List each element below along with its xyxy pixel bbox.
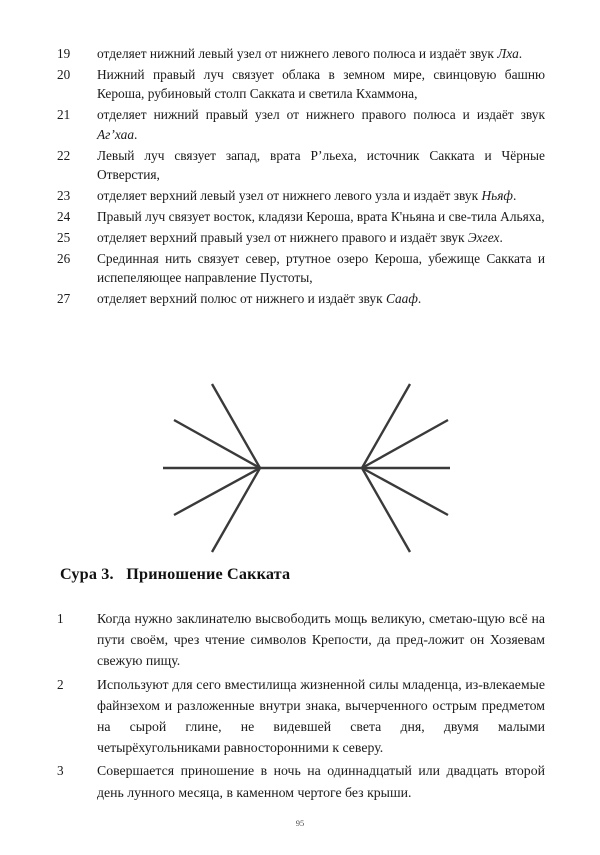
- verse-text-run: Нижний правый луч связует облака в земном мире, свинцовую башню Кероша, рубиновый столп Сакката и светила Кхаммона,: [97, 66, 545, 102]
- verse-body: [97, 674, 545, 759]
- verse-italic-term: Лха: [497, 46, 519, 61]
- verse-body: [97, 44, 545, 63]
- verse-text-run: Совершается приношение в ночь на одиннадцатый или двадцать второй день лунного месяца, в каменном чертоге без крыши.: [97, 763, 545, 800]
- verse-row: [57, 207, 545, 226]
- verse-text-run: Когда нужно заклинателю высвободить мощь великую, сметаю-щую всё на пути своём, чрез чтение символов Крепости, да пред-ложит он Хозяевам свежую пищу.: [97, 611, 545, 669]
- verse-row: [57, 674, 545, 759]
- verse-list-bottom: [57, 608, 545, 805]
- verse-text-run: отделяет верхний полюс от нижнего и издаёт звук: [97, 290, 386, 306]
- verse-row: [57, 44, 545, 63]
- verse-text-run: Правый луч связует восток, кладязи Кероша, врата К'ньяна и све-тила Альяха,: [97, 208, 545, 224]
- ritual-symbol-diagram: [0, 370, 600, 565]
- verse-row: [57, 186, 545, 205]
- verse-text-run: отделяет верхний правый узел от нижнего правого и издаёт звук: [97, 229, 468, 245]
- verse-row: [57, 760, 545, 802]
- verse-body: [97, 228, 545, 247]
- diagram-canvas: [0, 370, 600, 565]
- section-heading: Сура 3. Приношение Сакката: [60, 565, 291, 583]
- verse-body: [97, 608, 545, 672]
- verse-text-tail: .: [518, 46, 523, 61]
- verse-italic-term: Эхгех: [467, 229, 500, 245]
- verse-text-tail: .: [499, 229, 503, 245]
- verse-text-tail: .: [417, 290, 422, 306]
- verse-text-run: Левый луч связует запад, врата Р’льеха, источник Сакката и Чёрные Отверстия,: [97, 147, 545, 182]
- verse-text-run: отделяет верхний левый узел от нижнего левого узла и издаёт звук: [97, 187, 482, 203]
- verse-body: [97, 207, 545, 226]
- verse-text-run: Используют для сего вместилища жизненной силы младенца, из-влекаемые файнзехом и разложенные внутри знака, вычерченного острым предметом на сырой глине, не видевшей света дня, двумя малыми четырёхугольниками равносторонними к северу.: [97, 676, 545, 756]
- verse-row: [57, 289, 545, 308]
- verse-number: 20: [57, 66, 71, 82]
- verse-number: 22: [57, 147, 71, 163]
- verse-body: [97, 249, 545, 288]
- verse-body: [97, 760, 545, 802]
- page-number: 95: [295, 818, 305, 828]
- verse-body: [97, 65, 545, 104]
- verse-row: [57, 146, 545, 185]
- verse-number: 24: [57, 208, 71, 224]
- verse-text-run: отделяет нижний правый узел от нижнего правого полюса и издаёт звук: [97, 107, 545, 123]
- verse-italic-term: Аг’хаа: [97, 126, 135, 142]
- verse-number: 19: [57, 46, 71, 61]
- verse-row: [57, 105, 545, 144]
- verse-italic-term: Ньяф: [481, 187, 513, 203]
- verse-number: 1: [57, 611, 64, 626]
- verse-number: 27: [57, 290, 71, 306]
- verse-number: 25: [57, 229, 71, 245]
- verse-body: [97, 105, 545, 144]
- verse-number: 2: [57, 676, 64, 692]
- verse-body: [97, 146, 545, 185]
- verse-list-top: [57, 44, 545, 310]
- verse-row: [57, 608, 545, 672]
- verse-number: 21: [57, 107, 71, 123]
- verse-text-run: отделяет нижний левый узел от нижнего левого полюса и издаёт звук: [97, 46, 498, 61]
- verse-italic-term: Сааф: [385, 290, 418, 306]
- verse-text-tail: .: [512, 187, 517, 203]
- verse-row: [57, 228, 545, 247]
- verse-body: [97, 186, 545, 205]
- verse-number: 3: [57, 763, 64, 779]
- verse-row: [57, 249, 545, 288]
- verse-text-run: Срединная нить связует север, ртутное озеро Кероша, убежище Сакката и испепеляющее направление Пустоты,: [97, 250, 545, 285]
- verse-body: [97, 289, 545, 308]
- verse-row: [57, 65, 545, 104]
- verse-text-tail: .: [134, 126, 138, 142]
- verse-number: 26: [57, 250, 71, 266]
- verse-number: 23: [57, 187, 71, 203]
